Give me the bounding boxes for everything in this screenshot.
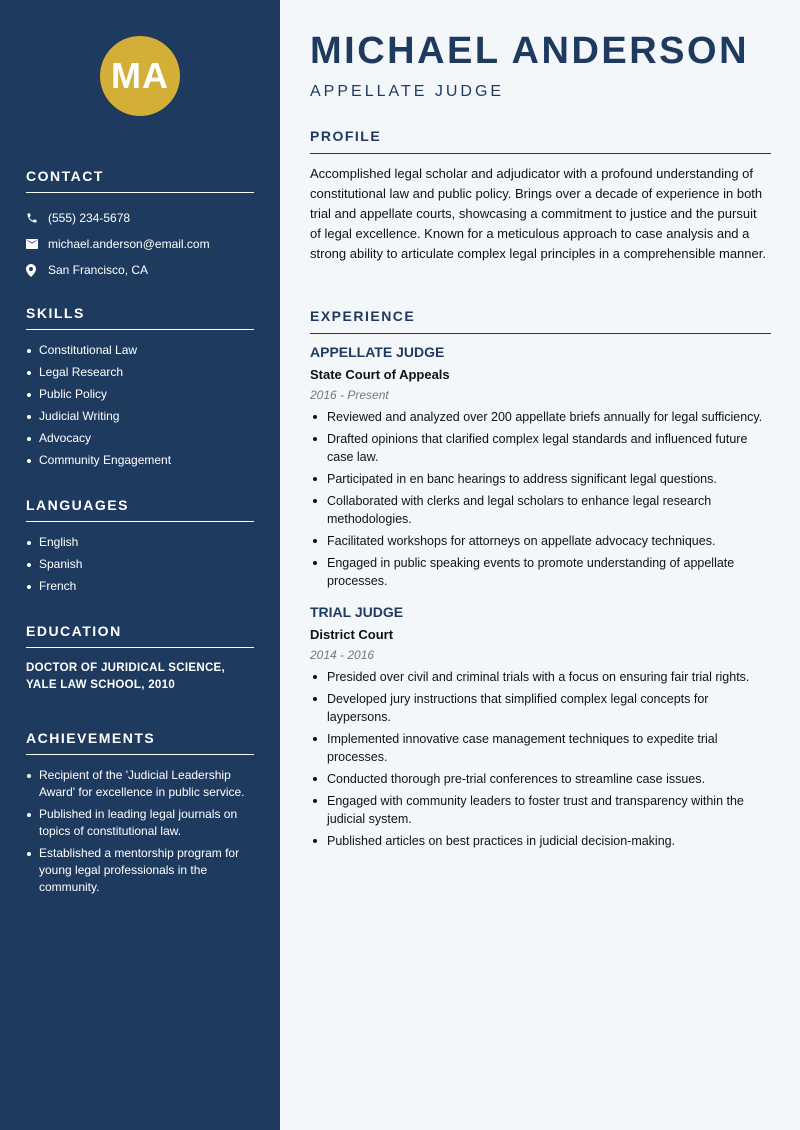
candidate-name: MICHAEL ANDERSON [310, 30, 750, 72]
profile-text: Accomplished legal scholar and adjudicator with a profound understanding of constitutional law and public policy. Brings over a decade of experience in both trial and appellate courts, showcasing a commitment to justice and the pursuit of legal excellence. Known for a meticulous approach to case analysis and a strong ability to articulate complex legal principles in a comprehensible manner. [310, 166, 766, 261]
job-company: District Court [310, 627, 394, 642]
email-text: michael.anderson@email.com [48, 237, 210, 251]
experience-section [310, 308, 771, 854]
phone-text: (555) 234-5678 [48, 211, 131, 225]
education-section [26, 623, 254, 694]
phone-icon [26, 212, 48, 224]
job-dates: 2016 - Present [310, 388, 389, 402]
achievements-list [26, 767, 254, 896]
job-bullet: Developed jury instructions that simplified complex legal concepts for laypersons. [310, 690, 771, 726]
job-bullet: Collaborated with clerks and legal scholars to enhance legal research methodologies. [310, 492, 771, 528]
job-title: APPELLATE JUDGE [310, 344, 445, 360]
job-company: State Court of Appeals [310, 367, 450, 382]
contact-email [26, 231, 254, 257]
job-bullet: Presided over civil and criminal trials with a focus on ensuring fair trial rights. [310, 668, 771, 686]
language-item: French [26, 578, 254, 595]
job-bullet: Facilitated workshops for attorneys on appellate advocacy techniques. [310, 532, 771, 550]
sidebar [0, 0, 280, 1130]
achievements-heading: ACHIEVEMENTS [26, 730, 254, 755]
job-bullets [310, 668, 771, 850]
job-entry [310, 604, 771, 850]
profile-section [310, 128, 771, 264]
job-entry [310, 344, 771, 590]
job-title: TRIAL JUDGE [310, 604, 404, 620]
job-bullet: Drafted opinions that clarified complex legal standards and influenced future case law. [310, 430, 771, 466]
skills-list [26, 342, 254, 469]
job-bullets [310, 408, 771, 590]
skill-item: Community Engagement [26, 452, 254, 469]
education-entry: DOCTOR OF JURIDICAL SCIENCE, YALE LAW SCHOOL, 2010 [26, 662, 226, 691]
skill-item: Judicial Writing [26, 408, 254, 425]
skill-item: Advocacy [26, 430, 254, 447]
skill-item: Legal Research [26, 364, 254, 381]
languages-heading: LANGUAGES [26, 497, 254, 522]
avatar-initials: MA [111, 55, 169, 96]
job-bullet: Reviewed and analyzed over 200 appellate briefs annually for legal sufficiency. [310, 408, 771, 426]
languages-section [26, 497, 254, 600]
language-item: English [26, 534, 254, 551]
location-pin-icon [26, 264, 48, 277]
job-dates: 2014 - 2016 [310, 648, 375, 662]
skill-item: Public Policy [26, 386, 254, 403]
achievement-item: Recipient of the 'Judicial Leadership Award' for excellence in public service. [26, 767, 254, 801]
email-icon [26, 239, 48, 249]
achievements-section [26, 730, 254, 901]
job-bullet: Engaged with community leaders to foster trust and transparency within the judicial system. [310, 792, 771, 828]
achievement-item: Published in leading legal journals on topics of constitutional law. [26, 806, 254, 840]
contact-location [26, 257, 254, 283]
contact-section [26, 168, 254, 283]
job-bullet: Published articles on best practices in judicial decision-making. [310, 832, 771, 850]
profile-heading: PROFILE [310, 128, 771, 154]
avatar [100, 36, 180, 116]
job-bullet: Implemented innovative case management techniques to expedite trial processes. [310, 730, 771, 766]
languages-list [26, 534, 254, 595]
contact-heading: CONTACT [26, 168, 254, 193]
skill-item: Constitutional Law [26, 342, 254, 359]
education-heading: EDUCATION [26, 623, 254, 648]
job-bullet: Participated in en banc hearings to address significant legal questions. [310, 470, 771, 488]
skills-heading: SKILLS [26, 305, 254, 330]
skills-section [26, 305, 254, 474]
job-bullet: Conducted thorough pre-trial conferences to streamline case issues. [310, 770, 771, 788]
candidate-title: APPELLATE JUDGE [310, 83, 505, 100]
contact-phone [26, 205, 254, 231]
language-item: Spanish [26, 556, 254, 573]
job-bullet: Engaged in public speaking events to promote understanding of appellate processes. [310, 554, 771, 590]
location-text: San Francisco, CA [48, 263, 149, 277]
experience-heading: EXPERIENCE [310, 308, 771, 334]
achievement-item: Established a mentorship program for young legal professionals in the community. [26, 845, 254, 896]
